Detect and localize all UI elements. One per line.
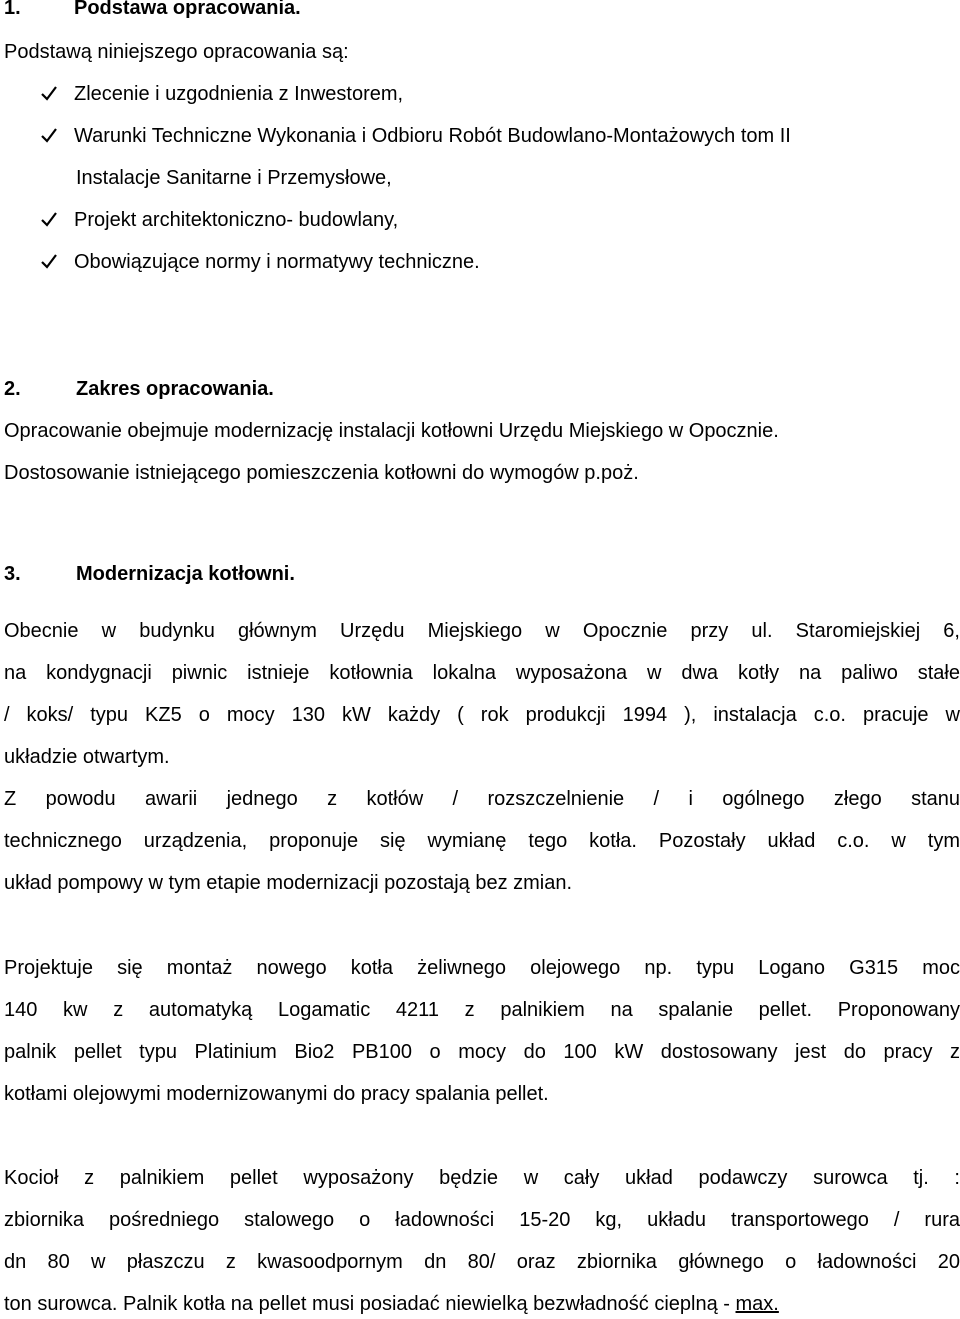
checklist-item: Warunki Techniczne Wykonania i Odbioru Robót Budowlano-Montażowych tom II [40,124,791,148]
section-3-title: Modernizacja kotłowni. [76,563,295,585]
section-2-line: Dostosowanie istniejącego pomieszczenia kotłowni do wymogów p.poż. [4,462,639,484]
section-2-title: Zakres opracowania. [76,378,274,400]
paragraph-line: Obecnie w budynku głównym Urzędu Miejskiego w Opocznie przy ul. Staromiejskiej 6, [4,620,960,642]
section-2-number: 2. [4,378,21,400]
paragraph-line: technicznego urządzenia, proponuje się wymianę tego kotła. Pozostały układ c.o. w tym [4,830,960,852]
check-mark-icon [40,210,58,228]
underlined-text: max. [735,1293,779,1315]
paragraph-line: na kondygnacji piwnic istnieje kotłownia lokalna wyposażona w dwa kotły na paliwo stałe [4,662,960,684]
section-1-heading [4,0,301,20]
paragraph-line: Projektuje się montaż nowego kotła żeliwnego olejowego np. typu Logano G315 moc [4,957,960,979]
checklist-item: Obowiązujące normy i normatywy techniczne. [40,250,480,274]
checklist-item: Zlecenie i uzgodnienia z Inwestorem, [40,82,403,106]
paragraph-line-last: ton surowca. Palnik kotła na pellet musi posiadać niewielką bezwładność cieplną - max. [4,1293,779,1315]
check-mark-icon [40,126,58,144]
paragraph-line: palnik pellet typu Platinium Bio2 PB100 o mocy do 100 kW dostosowany jest do pracy z [4,1041,960,1063]
paragraph-line: / koks/ typu KZ5 o mocy 130 kW każdy ( rok produkcji 1994 ), instalacja c.o. pracuje w [4,704,960,726]
check-mark-icon [40,84,58,102]
paragraph-line: 140 kw z automatyką Logamatic 4211 z palnikiem na spalanie pellet. Proponowany [4,999,960,1021]
paragraph-line-last: układzie otwartym. [4,746,170,768]
section-2-heading [4,377,274,401]
section-1-intro: Podstawą niniejszego opracowania są: [4,41,349,63]
section-3-heading [4,562,295,586]
section-1-title: Podstawa opracowania. [74,0,301,19]
paragraph-line-last: kotłami olejowymi modernizowanymi do pracy spalania pellet. [4,1083,549,1105]
checklist-item-continuation: Instalacje Sanitarne i Przemysłowe, [76,167,392,189]
section-2-line: Opracowanie obejmuje modernizację instalacji kotłowni Urzędu Miejskiego w Opocznie. [4,420,779,442]
paragraph-line: zbiornika pośredniego stalowego o ładowności 15-20 kg, układu transportowego / rura [4,1209,960,1231]
section-3-number: 3. [4,563,21,585]
checklist-item: Projekt architektoniczno- budowlany, [40,208,398,232]
paragraph-line: dn 80 w płaszczu z kwasoodpornym dn 80/ oraz zbiornika głównego o ładowności 20 [4,1251,960,1273]
paragraph-line: Kocioł z palnikiem pellet wyposażony będzie w cały układ podawczy surowca tj. : [4,1167,960,1189]
section-1-number: 1. [4,0,21,19]
paragraph-line: Z powodu awarii jednego z kotłów / rozszczelnienie / i ogólnego złego stanu [4,788,960,810]
check-mark-icon [40,252,58,270]
paragraph-line-last: układ pompowy w tym etapie modernizacji pozostają bez zmian. [4,872,573,894]
